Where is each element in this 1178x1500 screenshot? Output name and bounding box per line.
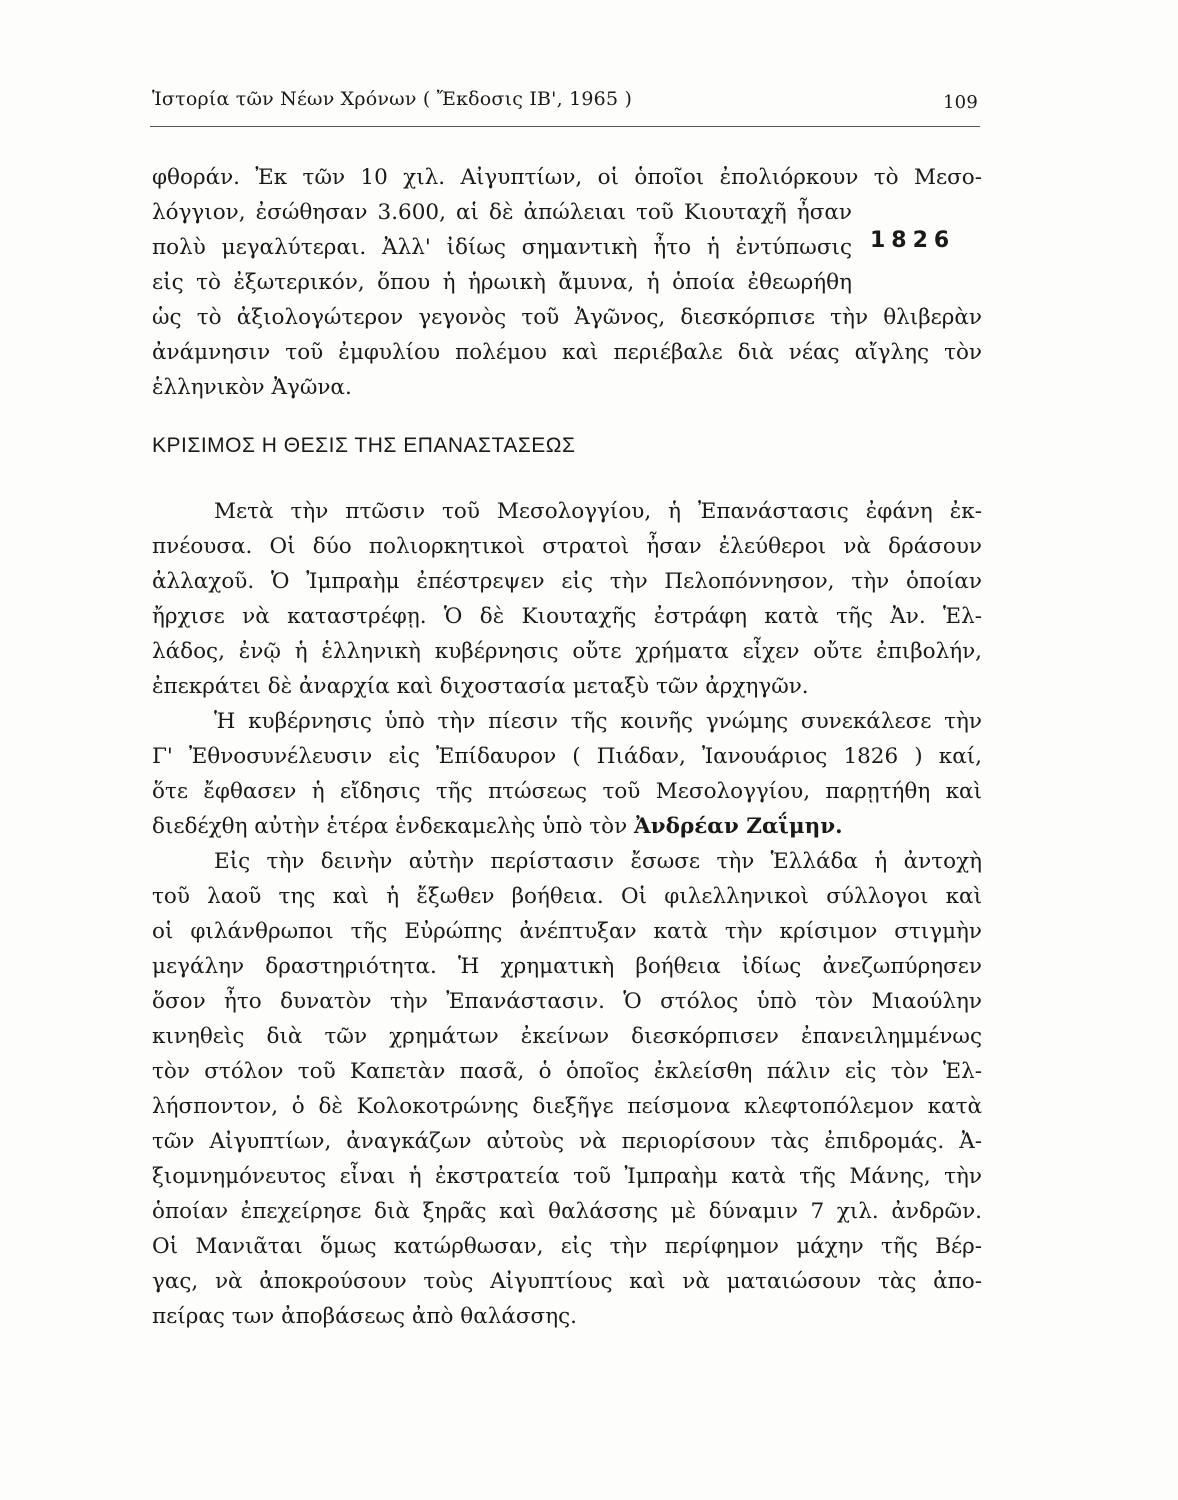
- text-line: ὅτε ἔφθασεν ἡ εἴδησις τῆς πτώσεως τοῦ Μεσολογγίου, παρῃτήθη καὶ: [152, 779, 982, 804]
- text-line: Εἰς τὴν δεινὴν αὐτὴν περίστασιν ἔσωσε τὴν Ἑλλάδα ἡ ἀντοχὴ: [214, 849, 982, 874]
- header-rule: [150, 126, 980, 127]
- bold-name: Ἀνδρέαν Ζαΐμην.: [634, 814, 843, 839]
- text-line: τοῦ λαοῦ της καὶ ἡ ἔξωθεν βοήθεια. Οἱ φιλελληνικοὶ σύλλογοι καὶ: [152, 884, 982, 909]
- text-line: Οἱ Μανιᾶται ὅμως κατώρθωσαν, εἰς τὴν περίφημον μάχην τῆς Βέρ-: [152, 1234, 982, 1259]
- text-line: πνέουσα. Οἱ δύο πολιορκητικοὶ στρατοὶ ἦσαν ἐλεύθεροι νὰ δράσουν: [152, 534, 982, 559]
- text-line: εἰς τὸ ἐξωτερικόν, ὅπου ἡ ἡρωικὴ ἄμυνα, ἡ ὁποία ἐθεωρήθη: [152, 270, 852, 295]
- section-heading: ΚΡΙΣΙΜΟΣ Η ΘΕΣΙΣ ΤΗΣ ΕΠΑΝΑΣΤΑΣΕΩΣ: [152, 434, 576, 457]
- intro-paragraph: [152, 160, 982, 405]
- text-line: ἤρχισε νὰ καταστρέφῃ. Ὁ δὲ Κιουταχῆς ἐστράφη κατὰ τῆς Ἀν. Ἑλ-: [152, 604, 982, 629]
- text-line: γας, νὰ ἀποκρούσουν τοὺς Αἰγυπτίους καὶ νὰ ματαιώσουν τὰς ἀπο-: [152, 1269, 982, 1294]
- text-line: ξιομνημόνευτος εἶναι ἡ ἐκστρατεία τοῦ Ἰμπραὴμ κατὰ τῆς Μάνης, τὴν: [152, 1164, 982, 1189]
- text-line: Γ' Ἐθνοσυνέλευσιν εἰς Ἐπίδαυρον ( Πιάδαν, Ἰανουάριος 1826 ) καί,: [152, 744, 982, 769]
- text-line: μεγάλην δραστηριότητα. Ἡ χρηματικὴ βοήθεια ἰδίως ἀνεζωπύρησεν: [152, 954, 982, 979]
- text-line: ὁποίαν ἐπεχείρησε διὰ ξηρᾶς καὶ θαλάσσης μὲ δύναμιν 7 χιλ. ἀνδρῶν.: [152, 1199, 982, 1224]
- text-line: πείρας των ἀποβάσεως ἀπὸ θαλάσσης.: [152, 1304, 577, 1329]
- text-line: πολὺ μεγαλύτεραι. Ἀλλ' ἰδίως σημαντικὴ ἦτο ἡ ἐντύπωσις: [152, 235, 852, 260]
- text-line: ἑλληνικὸν Ἀγῶνα.: [152, 375, 352, 400]
- text-run: διεδέχθη αὐτὴν ἑτέρα ἑνδεκαμελὴς ὑπὸ τὸν: [152, 814, 628, 839]
- page-number: 109: [943, 92, 978, 113]
- text-line: λάδος, ἐνῷ ἡ ἑλληνικὴ κυβέρνησις οὔτε χρήματα εἶχεν οὔτε ἐπιβολήν,: [152, 639, 982, 664]
- text-line: λήσποντον, ὁ δὲ Κολοκοτρώνης διεξῆγε πείσμονα κλεφτοπόλεμον κατὰ: [152, 1094, 982, 1119]
- text-line: Μετὰ τὴν πτῶσιν τοῦ Μεσολογγίου, ἡ Ἐπανάστασις ἐφάνη ἐκ-: [214, 499, 982, 524]
- text-line: ἀνάμνησιν τοῦ ἐμφυλίου πολέμου καὶ περιέβαλε διὰ νέας αἴγλης τὸν: [152, 340, 982, 365]
- text-line: ὅσον ἦτο δυνατὸν τὴν Ἐπανάστασιν. Ὁ στόλος ὑπὸ τὸν Μιαούλην: [152, 989, 982, 1014]
- text-line: ἐπεκράτει δὲ ἀναρχία καὶ διχοστασία μεταξὺ τῶν ἀρχηγῶν.: [152, 674, 809, 699]
- text-line: λόγγιον, ἐσώθησαν 3.600, αἱ δὲ ἀπώλειαι τοῦ Κιουταχῆ ἦσαν: [152, 200, 852, 225]
- text-line: τῶν Αἰγυπτίων, ἀναγκάζων αὐτοὺς νὰ περιορίσουν τὰς ἐπιδρομάς. Ἀ-: [152, 1129, 982, 1154]
- text-line: Ἡ κυβέρνησις ὑπὸ τὴν πίεσιν τῆς κοινῆς γνώμης συνεκάλεσε τὴν: [214, 709, 982, 734]
- text-line: [152, 809, 982, 844]
- text-line: ὡς τὸ ἀξιολογώτερον γεγονὸς τοῦ Ἀγῶνος, διεσκόρπισε τὴν θλιβερὰν: [152, 305, 982, 330]
- running-title: Ἱστορία τῶν Νέων Χρόνων ( Ἔκδοσις ΙΒ', 1965 ): [152, 88, 633, 110]
- text-line: ἀλλαχοῦ. Ὁ Ἰμπραὴμ ἐπέστρεψεν εἰς τὴν Πελοπόννησον, τὴν ὁποίαν: [152, 569, 982, 594]
- text-line: τὸν στόλον τοῦ Καπετὰν πασᾶ, ὁ ὁποῖος ἐκλείσθη πάλιν εἰς τὸν Ἑλ-: [152, 1059, 982, 1084]
- text-line: φθοράν. Ἐκ τῶν 10 χιλ. Αἰγυπτίων, οἱ ὁποῖοι ἐπολιόρκουν τὸ Μεσο-: [152, 165, 982, 190]
- text-line: κινηθεὶς διὰ τῶν χρημάτων ἐκείνων διεσκόρπισεν ἐπανειλημμένως: [152, 1024, 982, 1049]
- main-text: [152, 494, 982, 1334]
- running-header: [152, 88, 980, 113]
- text-line: οἱ φιλάνθρωποι τῆς Εὐρώπης ἀνέπτυξαν κατὰ τὴν κρίσιμον στιγμὴν: [152, 919, 982, 944]
- margin-year-note: 1826: [870, 228, 956, 253]
